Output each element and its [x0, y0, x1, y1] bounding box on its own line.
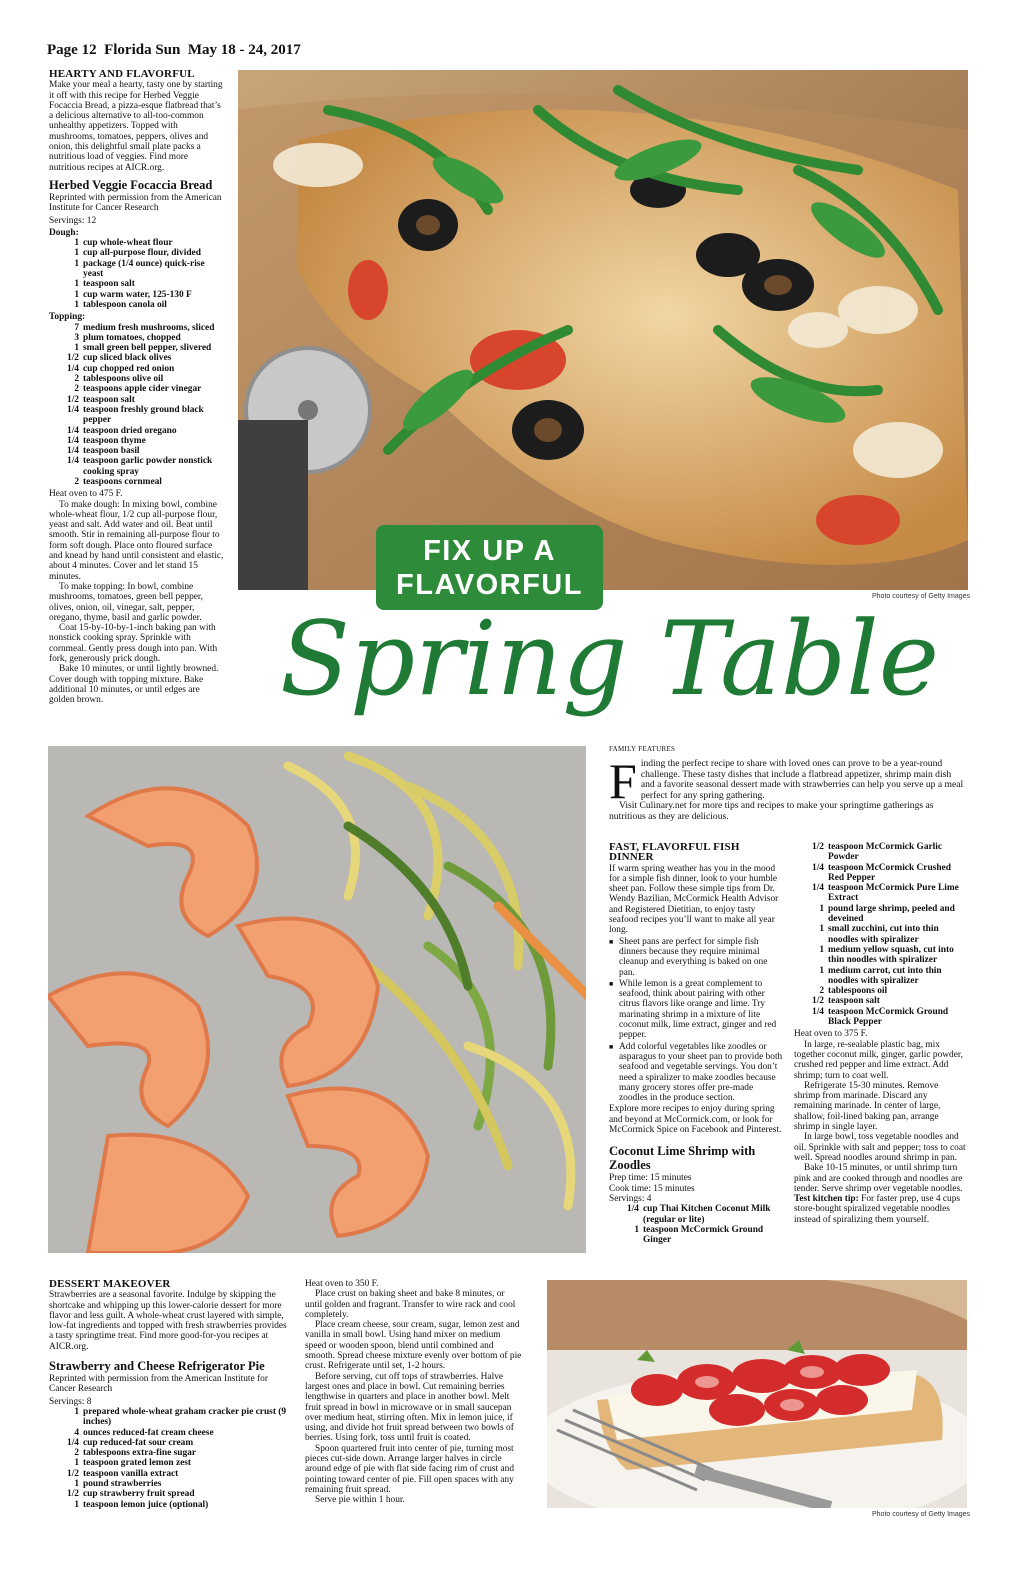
topping-label: Topping:	[49, 312, 86, 323]
ingredient-item	[794, 945, 966, 966]
shrimp-photo	[48, 746, 586, 1253]
ingredient-text: package (1/4 ounce) quick-rise yeast	[83, 258, 205, 280]
step-paragraph: To make dough: In mixing bowl, combine whole-wheat flour, 1/2 cup all-purpose flour, yeast and salt. Add water and oil. Beat until smooth. Stir in remaining all-purpose flour to form soft dough. Place onto floured surface and knead by hand until consistent and elastic, about 4 minutes. Cover and let stand 15 minutes.	[49, 499, 224, 582]
step-paragraph: Coat 15-by-10-by-1-inch baking pan with nonstick cooking spray. Sprinkle with cornmeal. Gently press dough into pan. With fork, generously prick dough.	[49, 623, 218, 665]
ingredient-item	[49, 343, 225, 353]
tip-item	[609, 937, 783, 978]
ingredient-list-cont	[794, 842, 966, 1027]
ingredient-qty: 1	[819, 924, 824, 935]
pie-illustration	[547, 1280, 967, 1508]
section-head: HEARTY AND FLAVORFUL	[49, 68, 195, 80]
steps	[49, 500, 225, 706]
ingredient-item	[49, 1500, 291, 1510]
ingredient-text: teaspoon salt	[828, 996, 880, 1007]
tip-text: Sheet pans are perfect for simple fish dinners because they require minimal cleanup and everything is baked on one pan.	[619, 936, 768, 978]
ingredient-item	[794, 924, 966, 945]
ingredient-text: teaspoon thyme	[83, 435, 146, 446]
step-paragraph: Spoon quartered fruit into center of pie, turning most pieces cut-side down. Arrange larger halves in circle around edge of pie with flat side facing rim of crust and pointing toward center of pie. Fill open spaces with any remaining fruit spread.	[305, 1443, 515, 1495]
photo-credit: Photo courtesy of Getty Images	[872, 593, 971, 600]
oven-temp: Heat oven to 350 F.	[305, 1279, 379, 1289]
page-header	[47, 42, 301, 59]
paper-name: Florida Sun	[104, 42, 181, 58]
ingredient-item	[49, 436, 225, 446]
focaccia-photo	[238, 70, 968, 590]
ingredient-text: prepared whole-wheat graham cracker pie crust (9 inches)	[83, 1406, 287, 1428]
ingredient-qty: 1/2	[67, 1489, 79, 1500]
ingredient-item	[49, 248, 225, 258]
headline-badge	[376, 525, 603, 610]
ingredient-item	[49, 405, 225, 426]
photo-credit-2: Photo courtesy of Getty Images	[872, 1511, 971, 1518]
ingredient-qty: 1	[634, 1224, 639, 1235]
pie-photo	[547, 1280, 967, 1508]
ingredient-text: teaspoon grated lemon zest	[83, 1458, 192, 1469]
ingredient-text: medium yellow squash, cut into thin noodles with spiralizer	[828, 944, 954, 966]
ingredient-text: cup whole-wheat flour	[83, 238, 173, 249]
bullet-icon: ■	[609, 937, 614, 946]
recipe-title: Herbed Veggie Focaccia Bread	[49, 177, 213, 192]
steps	[794, 1040, 966, 1194]
ingredient-item	[49, 1428, 291, 1438]
ingredient-qty: 1/2	[67, 353, 79, 364]
ingredient-qty: 1/4	[67, 435, 79, 446]
tip-label: Test kitchen tip:	[794, 1194, 859, 1205]
ingredient-qty: 1	[74, 258, 79, 269]
ingredient-text: teaspoon lemon juice (optional)	[83, 1499, 209, 1510]
topping-ingredient-list	[49, 323, 225, 488]
ingredient-text: cup sliced black olives	[83, 353, 172, 364]
tip-text: For faster prep, use 4 cups store-bought spiralized vegetable noodles instead of spiralizing them yourself.	[794, 1194, 961, 1225]
ingredient-qty: 1	[74, 299, 79, 310]
ingredient-qty: 1/4	[67, 1437, 79, 1448]
steps	[305, 1289, 523, 1505]
focaccia-illustration	[238, 70, 968, 590]
ingredient-qty: 2	[74, 384, 79, 395]
drop-cap: F	[609, 753, 637, 809]
ingredient-qty: 1	[74, 248, 79, 259]
step-paragraph: Serve pie within 1 hour.	[315, 1495, 405, 1506]
ingredient-text: teaspoon dried oregano	[83, 425, 177, 436]
ingredient-item	[49, 279, 225, 289]
ingredient-text: cup Thai Kitchen Coconut Milk (regular or lite)	[643, 1204, 771, 1225]
ingredient-item	[49, 384, 225, 394]
ingredient-item	[49, 456, 225, 477]
page-number: Page 12	[47, 42, 97, 58]
servings: Servings: 12	[49, 215, 97, 226]
ingredient-qty: 2	[74, 374, 79, 385]
issue-dates: May 18 - 24, 2017	[187, 42, 301, 58]
ingredient-item	[794, 904, 966, 925]
ingredient-text: teaspoons cornmeal	[83, 476, 162, 487]
headline-script: Spring Table	[280, 600, 940, 719]
ingredient-item	[794, 996, 966, 1006]
recipe-title: Coconut Lime Shrimp with Zoodles	[609, 1144, 756, 1173]
step-paragraph: To make topping: In bowl, combine mushrooms, tomatoes, green bell pepper, olives, onion, oil, vinegar, salt, pepper, oregano, thyme, basil and garlic powder.	[49, 581, 204, 623]
ingredient-text: medium carrot, cut into thin noodles with spiralizer	[828, 965, 942, 986]
ingredient-item	[49, 446, 225, 456]
ingredient-item	[794, 863, 966, 884]
ingredient-item	[49, 477, 225, 487]
ingredient-qty: 3	[74, 332, 79, 343]
ingredient-text: small green bell pepper, slivered	[83, 343, 212, 354]
ingredient-qty: 7	[74, 322, 79, 333]
reprint-note: Reprinted with permission from the American Institute for Cancer Research	[49, 1374, 268, 1395]
ingredient-qty: 1/4	[67, 446, 79, 457]
shrimp-illustration	[48, 746, 586, 1253]
ingredient-text: pound strawberries	[83, 1479, 162, 1490]
ingredient-text: ounces reduced-fat cream cheese	[83, 1427, 214, 1438]
cook-time: Cook time: 15 minutes	[609, 1183, 695, 1194]
ingredient-item	[49, 364, 225, 374]
section-intro: If warm spring weather has you in the mood for a simple fish dinner, look to your humble sheet pan. Follow these simple tips from Dr. Wendy Bazilian, McCormick Health Advisor and Registered Dietitian, to enjoy tasty seafood recipes you’ll want to make all year long.	[609, 863, 779, 936]
ingredient-item	[49, 290, 225, 300]
ingredient-text: teaspoon salt	[83, 279, 135, 290]
ingredient-qty: 1	[819, 965, 824, 976]
ingredient-text: teaspoon McCormick Ground Ginger	[643, 1224, 764, 1246]
ingredient-qty: 2	[819, 986, 824, 997]
step-paragraph: Before serving, cut off tops of strawberries. Halve largest ones and place in bowl. Cut remaining berries lengthwise in quarters and place in another bowl. Melt fruit spread in bowl in microwave or in small saucepan over medium heat, stirring often. Mix in lemon juice, if using, and divide hot fruit spread between two bowls of berries. Using fork, toss until fruit is coated.	[305, 1371, 514, 1444]
ingredient-text: teaspoon McCormick Crushed Red Pepper	[828, 862, 951, 883]
ingredient-qty: 1	[74, 343, 79, 354]
dough-label: Dough:	[49, 227, 79, 238]
ingredient-qty: 1/4	[812, 1006, 824, 1017]
ingredient-list	[609, 1204, 783, 1245]
section-intro: Make your meal a hearty, tasty one by starting it off with this recipe for Herbed Veggie Focaccia Bread, a pizza-esque flatbread that’s a delicious alternative to all-too-common unhealthy appetizers. Topped with mushrooms, tomatoes, peppers, olives and onion, this delightful small plate packs a nutritious load of veggies. Find more nutritious recipes at AICR.org.	[49, 80, 223, 173]
ingredient-qty: 1/2	[67, 1468, 79, 1479]
ingredient-qty: 1	[74, 1499, 79, 1510]
ingredient-qty: 1	[74, 279, 79, 290]
ingredient-qty: 2	[74, 1448, 79, 1459]
ingredient-text: cup warm water, 125-130 F	[83, 289, 192, 300]
ingredient-text: teaspoon vanilla extract	[83, 1468, 179, 1479]
ingredient-item	[49, 395, 225, 405]
ingredient-text: tablespoons olive oil	[83, 374, 164, 385]
ingredient-item	[49, 426, 225, 436]
more-recipes: Explore more recipes to enjoy during spring and beyond at McCormick.com, or look for McCormick Spice on Facebook and Pinterest.	[609, 1104, 782, 1136]
ingredient-qty: 1	[74, 1458, 79, 1469]
ingredient-text: cup all-purpose flour, divided	[83, 248, 201, 259]
step-paragraph: Bake 10-15 minutes, or until shrimp turn pink and are cooked through and noodles are tender. Serve shrimp over vegetable noodles.	[794, 1163, 963, 1194]
prep-time: Prep time: 15 minutes	[609, 1173, 692, 1184]
badge-line-1: FIX UP A	[423, 534, 556, 567]
ingredient-qty: 1/4	[812, 862, 824, 873]
servings: Servings: 8	[49, 1396, 92, 1407]
ingredient-item	[49, 1438, 291, 1448]
ingredient-text: teaspoons apple cider vinegar	[83, 384, 202, 395]
ingredient-item	[794, 883, 966, 904]
step-paragraph: Bake 10 minutes, or until lightly browned. Cover dough with topping mixture. Bake additional 10 minutes, or until edges are golden brown.	[49, 664, 219, 706]
step-paragraph: Place crust on baking sheet and bake 8 minutes, or until golden and fragrant. Transfer to wire rack and cool completely.	[305, 1289, 516, 1320]
oven-temp: Heat oven to 375 F.	[794, 1029, 868, 1040]
ingredient-qty: 1	[819, 903, 824, 914]
tips-list	[609, 937, 783, 1104]
ingredient-qty: 4	[74, 1427, 79, 1438]
reprint-note: Reprinted with permission from the American Institute for Cancer Research	[49, 192, 222, 214]
step-paragraph: Refrigerate 15-30 minutes. Remove shrimp from marinade. Discard any remaining marinade. In center of large, shallow, foil-lined baking pan, arrange shrimp in single layer.	[794, 1080, 941, 1133]
ingredient-qty: 1/4	[627, 1204, 639, 1215]
ingredient-item	[49, 259, 225, 280]
ingredient-item	[49, 374, 225, 384]
ingredient-text: cup reduced-fat sour cream	[83, 1437, 194, 1448]
bullet-icon: ■	[609, 979, 614, 988]
bullet-icon: ■	[609, 1042, 614, 1051]
ingredient-item	[609, 1204, 783, 1225]
ingredient-text: cup chopped red onion	[83, 363, 175, 374]
ingredient-text: pound large shrimp, peeled and deveined	[828, 903, 955, 925]
tip-text: Add colorful vegetables like zoodles or asparagus to your sheet pan to provide both seafood and vegetable servings. You don’t need a spiralizer to make zoodles because many grocery stores offer pre-made zoodles in the produce section.	[619, 1041, 783, 1104]
ingredient-text: medium fresh mushrooms, sliced	[83, 322, 215, 333]
ingredient-qty: 1/4	[67, 404, 79, 415]
ingredient-qty: 1/4	[67, 456, 79, 467]
ingredient-item	[49, 300, 225, 310]
intro-text: inding the perfect recipe to share with loved ones can prove to be a year-round challenge. These tasty dishes that include a flatbread appetizer, shrimp main dish and a favorite seasonal dessert made with strawberries can help you serve up a meal perfect for any spring gathering.	[640, 758, 964, 801]
ingredient-item	[49, 1489, 291, 1499]
ingredient-item	[49, 238, 225, 248]
ingredient-item	[49, 1469, 291, 1479]
fish-column-a	[609, 842, 783, 1245]
ingredient-text: teaspoon garlic powder nonstick cooking spray	[83, 456, 213, 477]
ingredient-text: teaspoon McCormick Ground Black Pepper	[828, 1006, 949, 1028]
ingredient-item	[49, 1458, 291, 1468]
dessert-column-a	[49, 1279, 291, 1510]
ingredient-qty: 1	[74, 238, 79, 249]
ingredient-item	[794, 842, 966, 863]
ingredient-qty: 1/2	[812, 996, 824, 1007]
ingredient-text: teaspoon McCormick Pure Lime Extract	[828, 883, 959, 904]
kicker: FAMILY FEATURES	[609, 745, 676, 753]
ingredient-text: teaspoon basil	[83, 446, 140, 457]
tip-text: While lemon is a great complement to seafood, think about pairing with other citrus flavors like orange and lime. Try marinating shrimp in a mixture of lite coconut milk, lime extract, ginger and red pepper.	[619, 978, 777, 1041]
ingredient-item	[794, 966, 966, 987]
recipe-title: Strawberry and Cheese Refrigerator Pie	[49, 1359, 265, 1374]
ingredient-item	[609, 1225, 783, 1246]
ingredient-item	[49, 323, 225, 333]
ingredient-item	[49, 1407, 291, 1428]
dough-ingredient-list	[49, 238, 225, 310]
step-paragraph: In large bowl, toss vegetable noodles and oil. Sprinkle with salt and pepper; toss to coat well. Spread noodles around shrimp in pan.	[794, 1132, 966, 1163]
fish-column-b	[794, 842, 966, 1225]
ingredient-item	[49, 1448, 291, 1458]
ingredient-qty: 1	[74, 1406, 79, 1417]
ingredient-text: tablespoon canola oil	[83, 299, 167, 310]
focaccia-column	[49, 69, 225, 706]
intro-block	[609, 745, 965, 823]
ingredient-text: teaspoon McCormick Garlic Powder	[828, 842, 943, 863]
ingredient-qty: 1/4	[67, 363, 79, 374]
section-head: FAST, FLAVORFUL FISH DINNER	[609, 841, 740, 864]
ingredient-list	[49, 1407, 291, 1510]
ingredient-text: small zucchini, cut into thin noodles with spiralizer	[828, 924, 939, 945]
section-intro: Strawberries are a seasonal favorite. Indulge by skipping the shortcake and whipping up this lower-calorie dessert for more flavor and less guilt. A whole-wheat crust layered with simple, low-fat ingredients and topped with fresh strawberries provides a tasty springtime treat. Find more good-for-you recipes at AICR.org.	[49, 1290, 287, 1352]
ingredient-text: teaspoon freshly ground black pepper	[83, 404, 204, 426]
ingredient-qty: 2	[74, 476, 79, 487]
tip-item	[609, 1042, 783, 1104]
ingredient-qty: 1	[819, 944, 824, 955]
intro-text-2: Visit Culinary.net for more tips and recipes to make your springtime gatherings as nutritious as they are delicious.	[609, 800, 934, 822]
section-head: DESSERT MAKEOVER	[49, 1278, 171, 1290]
ingredient-item	[49, 1479, 291, 1489]
ingredient-qty: 1/4	[67, 425, 79, 436]
oven-temp: Heat oven to 475 F.	[49, 489, 123, 500]
tip-item	[609, 979, 783, 1041]
step-paragraph: In large, re-sealable plastic bag, mix together coconut milk, ginger, garlic powder, crushed red pepper and lime extract. Add shrimp; turn to coat well.	[794, 1039, 963, 1081]
intro-paragraph	[609, 753, 965, 823]
step-paragraph: Place cream cheese, sour cream, sugar, lemon zest and vanilla in small bowl. Using hand mixer on medium speed or wooden spoon, blend until combined and smooth. Spread cheese mixture evenly over bottom of pie crust. Refrigerate until set, 1-2 hours.	[305, 1320, 522, 1372]
ingredient-item	[49, 333, 225, 343]
ingredient-qty: 1	[74, 1479, 79, 1490]
ingredient-text: tablespoons extra-fine sugar	[83, 1448, 197, 1459]
ingredient-item	[794, 986, 966, 996]
ingredient-text: tablespoons oil	[828, 986, 888, 997]
badge-line-2: FLAVORFUL	[396, 568, 583, 601]
ingredient-qty: 1/4	[812, 883, 824, 894]
ingredient-qty: 1	[74, 289, 79, 300]
dessert-column-b	[305, 1279, 523, 1506]
ingredient-qty: 1/2	[812, 842, 824, 852]
ingredient-text: cup strawberry fruit spread	[83, 1489, 195, 1500]
ingredient-item	[49, 353, 225, 363]
ingredient-text: plum tomatoes, chopped	[83, 332, 181, 343]
ingredient-item	[794, 1007, 966, 1028]
ingredient-qty: 1/2	[67, 394, 79, 405]
servings: Servings: 4	[609, 1193, 652, 1204]
ingredient-text: teaspoon salt	[83, 394, 135, 405]
